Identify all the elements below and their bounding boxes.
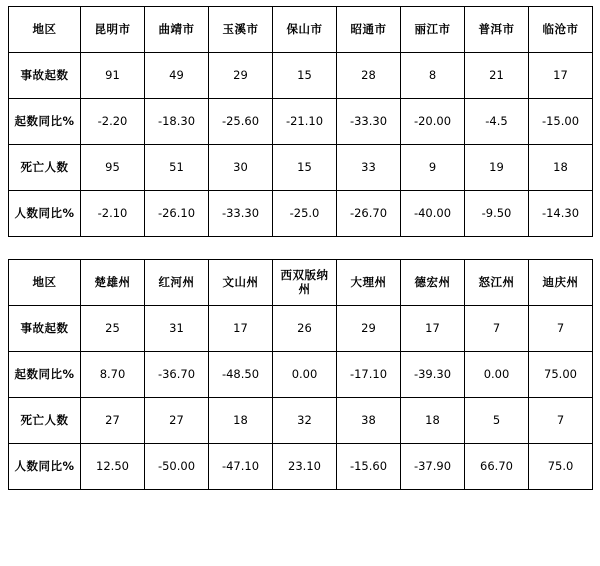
table-cell: -40.00 <box>401 191 465 237</box>
table-cell: 15 <box>273 53 337 99</box>
row-header-death-toll: 死亡人数 <box>9 145 81 191</box>
table-cell: 0.00 <box>465 352 529 398</box>
column-header: 玉溪市 <box>209 7 273 53</box>
table-cell: 27 <box>81 398 145 444</box>
table-cell: 32 <box>273 398 337 444</box>
table-row <box>9 352 593 398</box>
table-cell: -50.00 <box>145 444 209 490</box>
table-cell: -9.50 <box>465 191 529 237</box>
table-cell: -15.00 <box>529 99 593 145</box>
table-cell: 8 <box>401 53 465 99</box>
table-cell: 75.0 <box>529 444 593 490</box>
row-header-region: 地区 <box>9 260 81 306</box>
table-cell: 23.10 <box>273 444 337 490</box>
table-cell: -39.30 <box>401 352 465 398</box>
table-cell: -48.50 <box>209 352 273 398</box>
table-row <box>9 191 593 237</box>
row-header-accident-count: 事故起数 <box>9 53 81 99</box>
table-cell: 18 <box>529 145 593 191</box>
table-cell: -14.30 <box>529 191 593 237</box>
column-header: 保山市 <box>273 7 337 53</box>
table-row <box>9 53 593 99</box>
table-cell: -33.30 <box>337 99 401 145</box>
column-header: 丽江市 <box>401 7 465 53</box>
table-cell: 29 <box>209 53 273 99</box>
table-cell: 7 <box>465 306 529 352</box>
table-cell: 7 <box>529 398 593 444</box>
table-cell: 17 <box>401 306 465 352</box>
accident-statistics-table-upper <box>8 6 593 237</box>
table-cell: 17 <box>529 53 593 99</box>
table-cell: 28 <box>337 53 401 99</box>
column-header: 红河州 <box>145 260 209 306</box>
column-header: 西双版纳州 <box>273 260 337 306</box>
table-cell: 31 <box>145 306 209 352</box>
table-cell: -15.60 <box>337 444 401 490</box>
accident-statistics-table-lower <box>8 259 593 490</box>
column-header: 文山州 <box>209 260 273 306</box>
table-cell: 29 <box>337 306 401 352</box>
table-cell: 18 <box>209 398 273 444</box>
table-cell: -20.00 <box>401 99 465 145</box>
row-header-count-yoy: 起数同比% <box>9 99 81 145</box>
table-row <box>9 145 593 191</box>
column-header: 普洱市 <box>465 7 529 53</box>
table-cell: -2.20 <box>81 99 145 145</box>
table-row <box>9 398 593 444</box>
table-cell: 9 <box>401 145 465 191</box>
table-row <box>9 99 593 145</box>
table-cell: -26.70 <box>337 191 401 237</box>
table-cell: 33 <box>337 145 401 191</box>
column-header: 德宏州 <box>401 260 465 306</box>
table-row <box>9 260 593 306</box>
column-header: 昭通市 <box>337 7 401 53</box>
table-cell: -37.90 <box>401 444 465 490</box>
row-header-death-yoy: 人数同比% <box>9 444 81 490</box>
table-cell: 19 <box>465 145 529 191</box>
table-cell: 7 <box>529 306 593 352</box>
table-cell: 15 <box>273 145 337 191</box>
table-cell: -2.10 <box>81 191 145 237</box>
table-cell: 95 <box>81 145 145 191</box>
column-header: 曲靖市 <box>145 7 209 53</box>
row-header-death-toll: 死亡人数 <box>9 398 81 444</box>
table-cell: -33.30 <box>209 191 273 237</box>
table-cell: 27 <box>145 398 209 444</box>
table-cell: 26 <box>273 306 337 352</box>
table-row <box>9 444 593 490</box>
column-header: 大理州 <box>337 260 401 306</box>
table-cell: 51 <box>145 145 209 191</box>
table-cell: 5 <box>465 398 529 444</box>
table-cell: 0.00 <box>273 352 337 398</box>
table-cell: 30 <box>209 145 273 191</box>
table-row <box>9 306 593 352</box>
table-cell: -21.10 <box>273 99 337 145</box>
table-row <box>9 7 593 53</box>
table-cell: 12.50 <box>81 444 145 490</box>
table-cell: 25 <box>81 306 145 352</box>
table-cell: 75.00 <box>529 352 593 398</box>
table-cell: -36.70 <box>145 352 209 398</box>
table-cell: -25.0 <box>273 191 337 237</box>
table-cell: -17.10 <box>337 352 401 398</box>
column-header: 昆明市 <box>81 7 145 53</box>
column-header: 临沧市 <box>529 7 593 53</box>
row-header-region: 地区 <box>9 7 81 53</box>
table-cell: 17 <box>209 306 273 352</box>
row-header-death-yoy: 人数同比% <box>9 191 81 237</box>
table-cell: -4.5 <box>465 99 529 145</box>
table-cell: -26.10 <box>145 191 209 237</box>
table-cell: 91 <box>81 53 145 99</box>
column-header: 楚雄州 <box>81 260 145 306</box>
table-cell: 66.70 <box>465 444 529 490</box>
table-cell: -18.30 <box>145 99 209 145</box>
column-header: 迪庆州 <box>529 260 593 306</box>
table-cell: 38 <box>337 398 401 444</box>
table-cell: -47.10 <box>209 444 273 490</box>
table-cell: 49 <box>145 53 209 99</box>
table-cell: -25.60 <box>209 99 273 145</box>
table-spacer <box>8 237 592 259</box>
row-header-count-yoy: 起数同比% <box>9 352 81 398</box>
column-header: 怒江州 <box>465 260 529 306</box>
table-cell: 18 <box>401 398 465 444</box>
table-cell: 21 <box>465 53 529 99</box>
row-header-accident-count: 事故起数 <box>9 306 81 352</box>
table-cell: 8.70 <box>81 352 145 398</box>
